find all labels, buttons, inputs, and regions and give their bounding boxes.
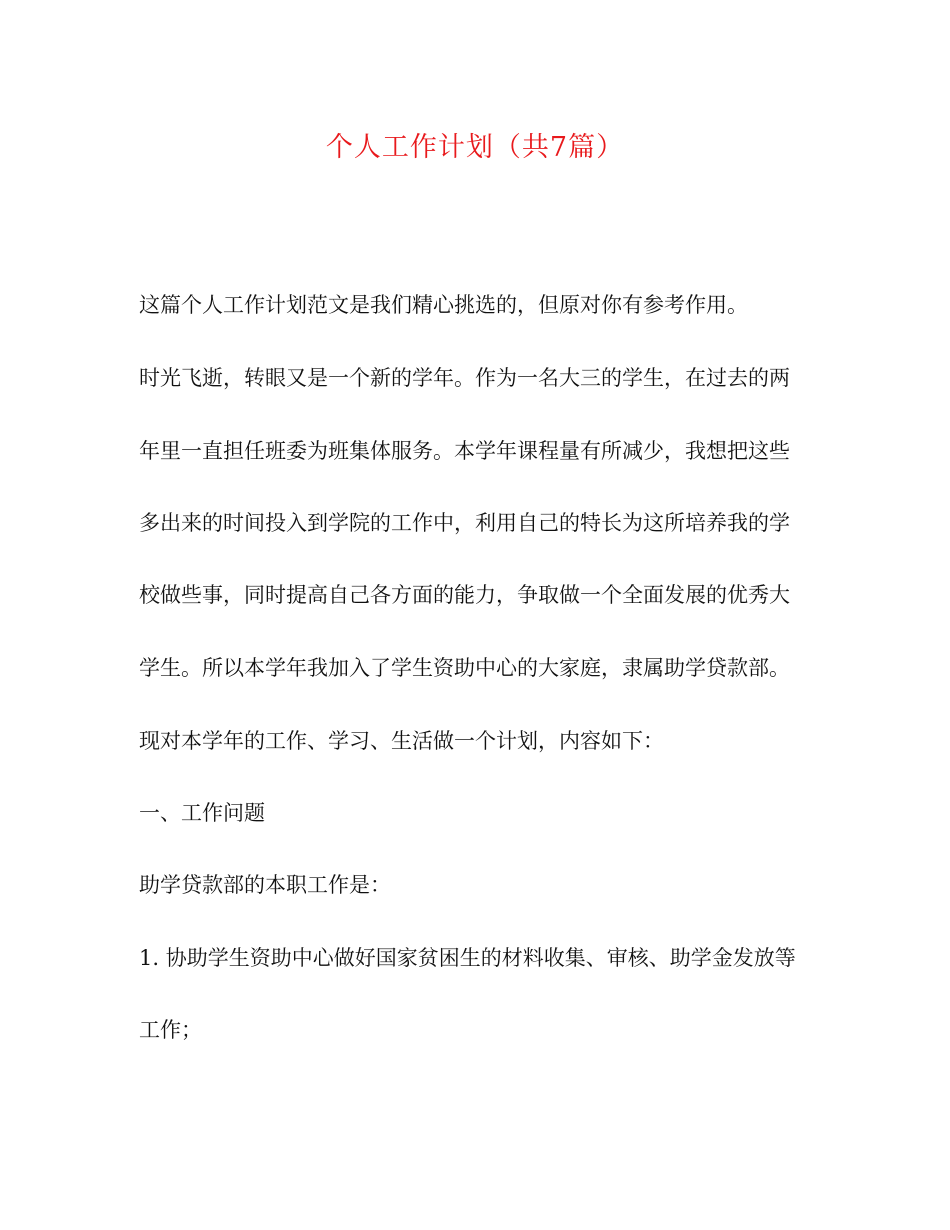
body-line: 这篇个人工作计划范文是我们精心挑选的，但原对你有参考作用。 bbox=[139, 293, 748, 317]
body-line: 时光飞逝，转眼又是一个新的学年。作为一名大三的学生，在过去的两 bbox=[139, 366, 790, 390]
document-title: 个人工作计划（共7篇） bbox=[325, 132, 625, 163]
body-line: 学生。所以本学年我加入了学生资助中心的大家庭，隶属助学贷款部。 bbox=[139, 656, 790, 680]
body-line: 现对本学年的工作、学习、生活做一个计划，内容如下： bbox=[139, 729, 664, 753]
list-item: 1. 协助学生资助中心做好国家贫困生的材料收集、审核、助学金发放等 bbox=[139, 946, 796, 970]
body-line: 年里一直担任班委为班集体服务。本学年课程量有所减少，我想把这些 bbox=[139, 439, 790, 463]
section-heading: 一、工作问题 bbox=[139, 801, 265, 825]
list-item-continuation: 工作； bbox=[139, 1018, 202, 1042]
body-line: 助学贷款部的本职工作是： bbox=[139, 873, 391, 897]
body-line: 校做些事，同时提高自己各方面的能力，争取做一个全面发展的优秀大 bbox=[139, 583, 790, 607]
body-line: 多出来的时间投入到学院的工作中，利用自己的特长为这所培养我的学 bbox=[139, 511, 790, 535]
